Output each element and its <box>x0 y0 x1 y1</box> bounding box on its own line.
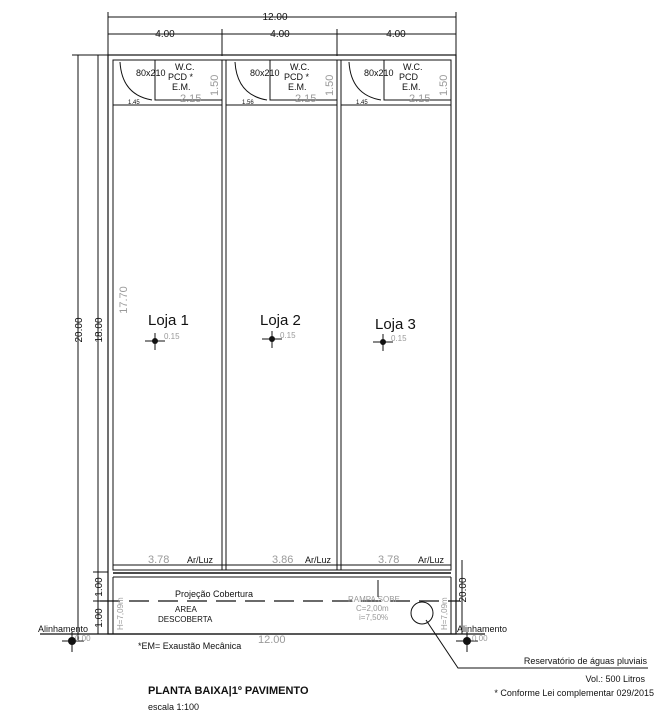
legend-note: *EM= Exaustão Mecânica <box>138 641 242 651</box>
wc-depth: 2.15 <box>409 93 431 105</box>
level-marker-icon <box>373 334 393 351</box>
left-dimensions <box>72 55 130 640</box>
wc-depth: 2.15 <box>180 93 202 105</box>
alignment-level: 0.00 <box>75 634 91 643</box>
wc-label: E.M. <box>288 82 307 92</box>
top-dimensions <box>108 12 456 60</box>
height-right: H=7,09m <box>440 597 449 630</box>
wc-label: E.M. <box>402 82 421 92</box>
shop-name: Loja 3 <box>375 316 416 333</box>
shop-3-label <box>373 316 445 566</box>
door-size: 80x210 <box>364 68 394 78</box>
door-size: 80x210 <box>250 68 280 78</box>
wc-width: 1.45 <box>128 100 140 106</box>
wc-width: 1.56 <box>242 100 254 106</box>
level-value: 0.15 <box>280 331 296 340</box>
alignment-left <box>38 624 91 652</box>
dim-shop1-width: 4.00 <box>155 29 175 40</box>
reservoir-note <box>494 656 654 698</box>
front-width: 3.78 <box>378 554 400 566</box>
dim-bottom-width: 12.00 <box>258 634 286 646</box>
wc-label: PCD <box>399 72 419 82</box>
reservoir-icon <box>411 602 433 624</box>
right-dimension <box>458 560 469 634</box>
wc-shop-3 <box>341 60 451 106</box>
alignment-level: 0.00 <box>472 634 488 643</box>
reservoir-volume: Vol.: 500 Litros <box>585 674 645 684</box>
dim-front-a: 1.00 <box>94 577 105 597</box>
shop-name: Loja 1 <box>148 312 189 329</box>
ramp-label: RAMPA SOBE <box>348 595 400 604</box>
drawing-title: PLANTA BAIXA|1º PAVIMENTO <box>148 685 309 697</box>
dim-total-width: 12.00 <box>262 12 288 23</box>
dim-inner-depth: 17.70 <box>118 286 130 314</box>
wc-width: 1.45 <box>356 100 368 106</box>
front-width: 3.86 <box>272 554 294 566</box>
door-size: 80x210 <box>136 68 166 78</box>
open-area-label: AREA <box>175 605 197 614</box>
dim-shop-depth: 18.00 <box>94 317 105 343</box>
vent-label: Ar/Luz <box>305 555 332 565</box>
wc-shop-2 <box>226 60 337 106</box>
level-marker-icon <box>145 333 165 350</box>
reservoir-law: * Conforme Lei complementar 029/2015 <box>494 688 654 698</box>
title-block <box>148 685 309 712</box>
open-area-label: DESCOBERTA <box>158 615 213 624</box>
wc-side: 1.50 <box>324 74 336 96</box>
wc-side: 1.50 <box>438 74 450 96</box>
dim-shop2-width: 4.00 <box>270 29 290 40</box>
front-area <box>100 580 648 668</box>
wc-label: W.C. <box>403 62 423 72</box>
alignment-right <box>456 624 507 652</box>
wc-side: 1.50 <box>209 74 221 96</box>
wc-label: PCD * <box>168 72 194 82</box>
dim-total-depth: 20.00 <box>74 317 85 343</box>
wc-label: E.M. <box>172 82 191 92</box>
level-value: 0.15 <box>391 334 407 343</box>
dim-front-b: 1.00 <box>94 608 105 628</box>
height-left: H=7,09m <box>116 597 125 630</box>
roof-projection-label: Projeção Cobertura <box>175 589 254 599</box>
reservoir-title: Reservatório de águas pluviais <box>523 656 647 666</box>
wc-depth: 2.15 <box>295 93 317 105</box>
vent-label: Ar/Luz <box>418 555 445 565</box>
alignment-label: Alinhamento <box>38 624 89 634</box>
wc-label: W.C. <box>290 62 310 72</box>
vent-label: Ar/Luz <box>187 555 214 565</box>
shop-name: Loja 2 <box>260 312 301 329</box>
shop-1-label <box>145 312 214 566</box>
level-value: 0.15 <box>164 332 180 341</box>
building-walls <box>40 55 485 634</box>
front-width: 3.78 <box>148 554 170 566</box>
wc-shop-1 <box>113 60 222 106</box>
ramp-slope: i=7,50% <box>359 613 389 622</box>
wc-label: W.C. <box>175 62 195 72</box>
drawing-scale: escala 1:100 <box>148 702 200 712</box>
shop-2-label <box>260 312 332 566</box>
dim-shop3-width: 4.00 <box>386 29 406 40</box>
ramp-length: C=2,00m <box>356 604 389 613</box>
alignment-label: Alinhamento <box>457 624 508 634</box>
level-marker-icon <box>262 331 282 348</box>
dim-right-depth: 20.00 <box>458 577 469 603</box>
wc-label: PCD * <box>284 72 310 82</box>
